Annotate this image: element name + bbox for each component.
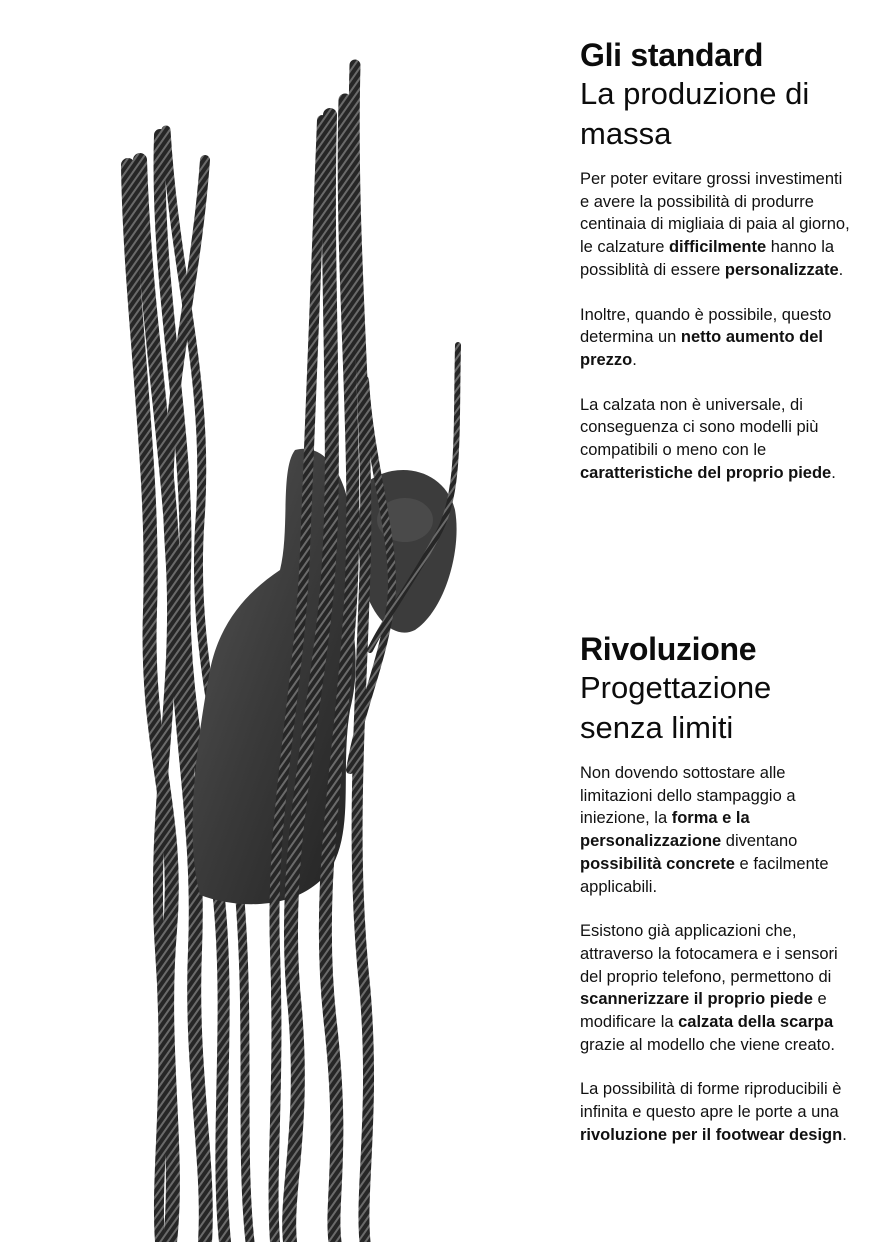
text-run: . [842,1125,847,1144]
text-run: e modificare la [580,990,827,1032]
paragraph [580,762,850,898]
text-run: La calzata non è universale, di conseguenza ci sono modelli più compatibili o meno con le [580,395,819,460]
paragraph [580,1078,850,1146]
section-subtitle: La produzione di massa [580,76,810,151]
bold-text: scannerizzare il proprio piede [580,990,813,1009]
text-run: Non dovendo sottostare alle limitazioni dello stampaggio a iniezione, la [580,764,796,828]
paragraph [580,920,850,1056]
bold-text: calzata della scarpa [678,1013,834,1032]
text-run: . [831,463,836,482]
bold-text: possibilità concrete [580,854,735,873]
text-run: Per poter evitare grossi investimenti e avere la possibilità di produrre centinaia di migliaia di paia al giorno, le calzature [580,170,850,257]
section-title: Gli standard [580,37,764,73]
bold-text: forma e la personalizzazione [580,809,750,851]
shoe-sculpture-illustration [100,50,500,1242]
text-run: grazie al modello che viene creato. [580,1035,835,1054]
section-rivoluzione [580,630,850,1147]
section-standard [580,36,850,484]
text-run: . [838,260,844,279]
section-title: Rivoluzione [580,631,757,667]
bold-text: caratteristiche del proprio piede [580,463,832,482]
text-run: Esistono già applicazioni che, attraverso la fotocamera e i sensori del proprio telefono, permettono di [580,922,838,986]
text-run: Inoltre, quando è possibile, questo determina un [580,305,832,347]
paragraph [580,168,850,282]
bold-text: personalizzate [724,260,839,279]
paragraph [580,304,850,372]
right-strand-bundle [274,65,458,1242]
text-run: hanno la possiblità di essere [580,238,835,279]
bold-text: rivoluzione per il footwear design [580,1125,843,1144]
bold-text: netto aumento del prezzo [580,328,823,369]
bold-text: difficilmente [668,238,767,257]
text-run: diventano [721,832,798,851]
text-run: La possibilità di forme riproducibili è infinita e questo apre le porte a una [580,1080,842,1122]
paragraph [580,394,850,485]
text-run: . [632,350,637,369]
text-run: e facilmente applicabili. [580,854,829,896]
section-subtitle: Progettazione senza limiti [580,670,772,745]
